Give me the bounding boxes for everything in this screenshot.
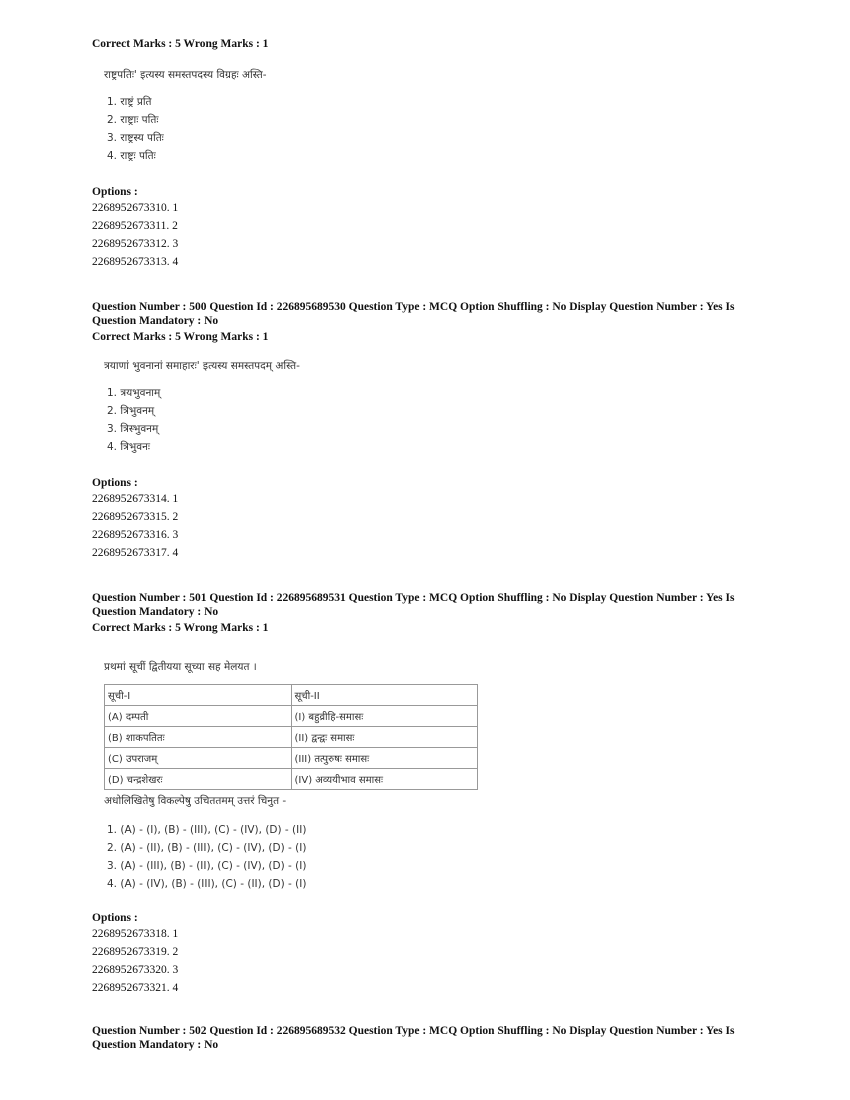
choice-list bbox=[92, 384, 772, 456]
table-cell: (IV) अव्ययीभाव समासः bbox=[291, 769, 478, 790]
table-cell: सूची-I bbox=[105, 685, 292, 706]
table-cell: सूची-II bbox=[291, 685, 478, 706]
question-block-502 bbox=[92, 1024, 772, 1052]
table-cell: (III) तत्पुरुषः समासः bbox=[291, 748, 478, 769]
option-id: 2268952673317. 4 bbox=[92, 547, 179, 559]
question-block-500 bbox=[92, 300, 772, 562]
choice-item: 2. त्रिभुवनम् bbox=[107, 405, 155, 417]
choice-item: 3. त्रिस्भुवनम् bbox=[107, 423, 159, 435]
choice-item: 3. (A) - (III), (B) - (II), (C) - (IV), (D) - (I) bbox=[107, 860, 307, 872]
option-id: 2268952673316. 3 bbox=[92, 529, 179, 541]
marks-line: Correct Marks : 5 Wrong Marks : 1 bbox=[92, 622, 269, 634]
question-header: Question Number : 502 Question Id : 226895689532 Question Type : MCQ Option Shuffling : No Display Question Number : Yes Is bbox=[92, 1025, 735, 1037]
marks-line: Correct Marks : 5 Wrong Marks : 1 bbox=[92, 331, 269, 343]
option-id: 2268952673319. 2 bbox=[92, 946, 179, 958]
table-cell: (A) दम्पती bbox=[105, 706, 292, 727]
table-row bbox=[105, 727, 478, 748]
options-label: Options : bbox=[92, 186, 138, 198]
table-cell: (II) द्वन्द्वः समासः bbox=[291, 727, 478, 748]
marks-line: Correct Marks : 5 Wrong Marks : 1 bbox=[92, 38, 269, 50]
question-header: Question Number : 501 Question Id : 226895689531 Question Type : MCQ Option Shuffling : No Display Question Number : Yes Is bbox=[92, 592, 735, 604]
option-id: 2268952673321. 4 bbox=[92, 982, 179, 994]
option-id: 2268952673318. 1 bbox=[92, 928, 179, 940]
option-id: 2268952673313. 4 bbox=[92, 256, 179, 268]
table-cell: (D) चन्द्रशेखरः bbox=[105, 769, 292, 790]
choice-item: 1. त्रयभुवनाम् bbox=[107, 387, 161, 399]
table-row bbox=[105, 706, 478, 727]
option-id: 2268952673315. 2 bbox=[92, 511, 179, 523]
option-id: 2268952673312. 3 bbox=[92, 238, 179, 250]
question-mandatory: Question Mandatory : No bbox=[92, 315, 219, 327]
table-cell: (C) उपराजम् bbox=[105, 748, 292, 769]
choice-item: 4. त्रिभुवनः bbox=[107, 441, 151, 453]
option-id: 2268952673314. 1 bbox=[92, 493, 179, 505]
choice-list bbox=[92, 821, 772, 893]
choice-item: 3. राष्ट्रस्य पतिः bbox=[107, 132, 164, 144]
question-mandatory: Question Mandatory : No bbox=[92, 1039, 219, 1051]
option-id: 2268952673310. 1 bbox=[92, 202, 179, 214]
question-text: प्रथमां सूचीं द्वितीयया सूच्या सह मेलयत । bbox=[104, 661, 257, 673]
choice-item: 1. (A) - (I), (B) - (III), (C) - (IV), (D) - (II) bbox=[107, 824, 307, 836]
table-cell: (I) बहुव्रीहि-समासः bbox=[291, 706, 478, 727]
choice-item: 4. राष्ट्रः पतिः bbox=[107, 150, 156, 162]
table-row bbox=[105, 748, 478, 769]
table-header-row bbox=[105, 685, 478, 706]
choice-list bbox=[92, 93, 772, 165]
choice-item: 1. राष्ट्रं प्रति bbox=[107, 96, 152, 108]
question-block-499 bbox=[92, 37, 772, 271]
choice-item: 4. (A) - (IV), (B) - (III), (C) - (II), (D) - (I) bbox=[107, 878, 307, 890]
table-cell: (B) शाकपतितः bbox=[105, 727, 292, 748]
question-text: त्रयाणां भुवनानां समाहारः' इत्यस्य समस्तपदम् अस्ति- bbox=[104, 360, 300, 372]
question-block-501 bbox=[92, 591, 772, 997]
option-id: 2268952673311. 2 bbox=[92, 220, 178, 232]
options-label: Options : bbox=[92, 912, 138, 924]
match-table bbox=[104, 684, 478, 790]
question-header: Question Number : 500 Question Id : 226895689530 Question Type : MCQ Option Shuffling : No Display Question Number : Yes Is bbox=[92, 301, 735, 313]
table-row bbox=[105, 769, 478, 790]
choice-item: 2. राष्ट्राः पतिः bbox=[107, 114, 159, 126]
question-text: राष्ट्रपतिः' इत्यस्य समस्तपदस्य विग्रहः अस्ति- bbox=[104, 69, 267, 81]
option-id: 2268952673320. 3 bbox=[92, 964, 179, 976]
options-label: Options : bbox=[92, 477, 138, 489]
choice-item: 2. (A) - (II), (B) - (III), (C) - (IV), (D) - (I) bbox=[107, 842, 307, 854]
question-mandatory: Question Mandatory : No bbox=[92, 606, 219, 618]
instruction-text: अधोलिखितेषु विकल्पेषु उचिततमम् उत्तरं चिनुत - bbox=[104, 795, 287, 807]
